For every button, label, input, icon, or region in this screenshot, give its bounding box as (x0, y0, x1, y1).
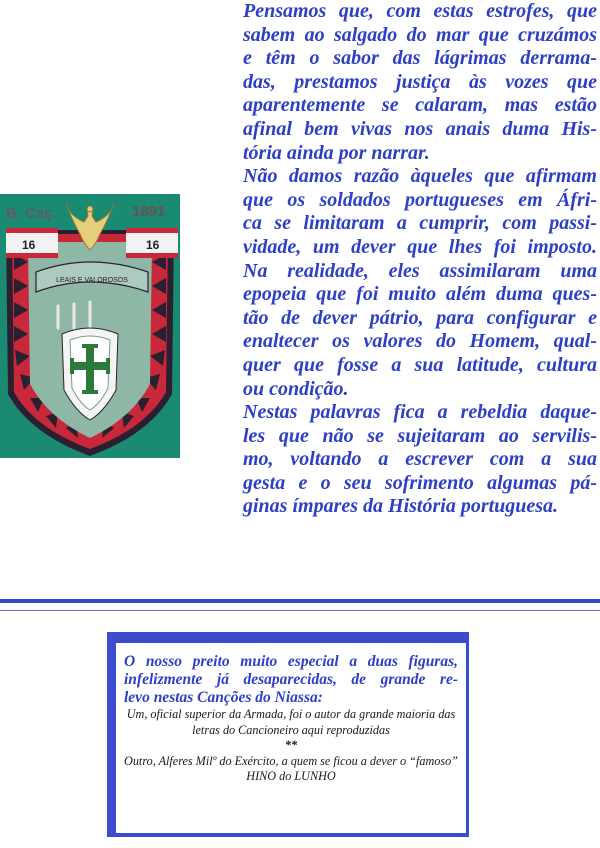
text-line: que os soldados portugueses em Áfri- (243, 188, 597, 211)
text-line: Não damos razão àqueles que afirmam (243, 165, 597, 188)
text-line: ca se limitaram a cumprir, com passi- (243, 212, 597, 235)
tribute-intro-line: levo nestas Canções do Niassa: (124, 689, 323, 706)
tribute-intro-line: infelizmente já desaparecidas, de grande re- (124, 671, 458, 688)
section-divider-thick (0, 599, 600, 603)
text-line: das, prestamos justiça às vozes que (243, 70, 597, 93)
text-line: Nestas palavras fica a rebeldia daque- (243, 401, 597, 424)
text-line: Pensamos que, com estas estrofes, que (243, 0, 597, 22)
emblem-unit-label: B. Caç. (6, 205, 57, 222)
text-line: vidade, um dever que lhes foi imposto. (243, 235, 597, 258)
paragraph-3 (243, 401, 597, 519)
paragraph-2 (243, 165, 597, 401)
text-line: sabem ao salgado do mar que cruzámos (243, 23, 597, 46)
text-line: les que não se sujeitaram ao servilis- (243, 424, 597, 447)
emblem-year-label: 1891 (132, 203, 166, 220)
tribute-intro (124, 653, 458, 707)
text-line: ou condição. (243, 377, 349, 400)
tribute-second-person: Outro, Alferes Milº do Exército, a quem se ficou a dever o “famoso” HINO do LUNHO (124, 753, 458, 783)
text-line: quer que fosse a sua latitude, cultura (243, 353, 597, 376)
text-line: Na realidade, eles assimilaram uma (243, 259, 597, 282)
text-line: tória ainda por narrar. (243, 141, 430, 164)
emblem-motto: LEAIS E VALOROSOS (56, 277, 128, 284)
battalion-emblem (0, 194, 180, 458)
emblem-flag-right-number: 16 (146, 238, 160, 252)
text-line: aparentemente se calaram, mas estão (243, 94, 597, 117)
text-line: ginas ímpares da História portuguesa. (243, 495, 559, 518)
text-line: tão de dever pátrio, para configurar e (243, 306, 597, 329)
paragraph-1 (243, 0, 597, 165)
section-divider-thin (0, 610, 600, 611)
text-line: afinal bem vivas nos anais duma His- (243, 117, 597, 140)
text-line: enaltecer os valores do Homem, qual- (243, 330, 597, 353)
emblem-flag-left-number: 16 (22, 238, 36, 252)
tribute-box (107, 632, 475, 842)
text-line: epopeia que foi muito além duma ques- (243, 283, 597, 306)
tribute-first-person: Um, oficial superior da Armada, foi o autor da grande maioria das letras do Cancioneiro aqui reproduzidas (126, 707, 456, 737)
main-article-text (243, 0, 597, 519)
tribute-box-panel (115, 642, 467, 834)
text-line: mo, voltando a escrever com a sua (243, 448, 597, 471)
tribute-intro-line: O nosso preito muito especial a duas figuras, (124, 653, 458, 670)
text-line: gesta e o seu sofrimento algumas pá- (243, 471, 597, 494)
text-line: e têm o sabor das lágrimas derrama- (243, 47, 597, 70)
tribute-separator: ** (284, 738, 298, 752)
